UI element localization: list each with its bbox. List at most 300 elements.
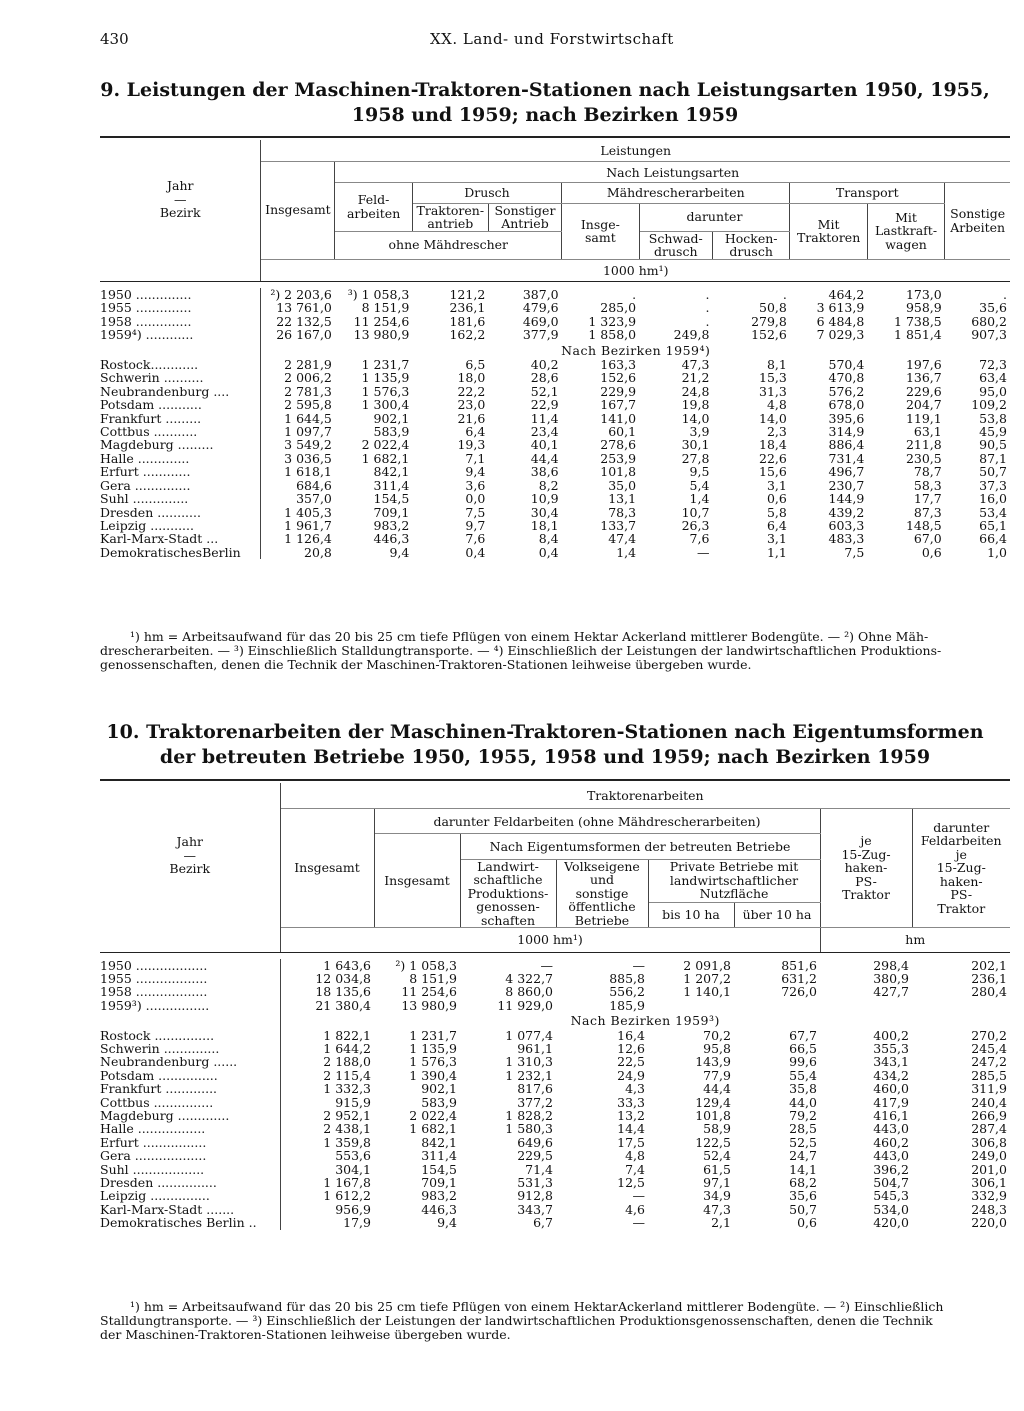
cell-value: 143,9 xyxy=(695,1054,731,1070)
cell-value: 380,9 xyxy=(873,970,909,986)
cell-value: 121,2 xyxy=(449,287,486,302)
table10-head-insgesamt: Insgesamt xyxy=(280,808,374,928)
table10-head-je-traktor: je 15-Zug- haken- PS- Traktor xyxy=(820,808,912,928)
cell-value: 1 961,7 xyxy=(284,517,332,533)
cell-value: 52,1 xyxy=(530,383,559,399)
table9-title-line1: 9. Leistungen der Maschinen-Traktoren-Stationen nach Leistungsarten 1950, 1955, xyxy=(100,79,990,101)
cell-value: 52,4 xyxy=(703,1148,731,1164)
cell-value: 958,9 xyxy=(905,300,942,316)
cell-value: 912,8 xyxy=(517,1188,553,1204)
cell-value: 1 643,6 xyxy=(323,957,371,973)
page-number: 430 xyxy=(100,30,129,48)
cell-value: 915,9 xyxy=(335,1094,371,1110)
table9-head-schwaddrusch: Schwad- drusch xyxy=(639,231,712,259)
cell-value: 469,0 xyxy=(522,313,559,329)
cell-value: 27,8 xyxy=(681,450,710,466)
cell-value: 236,1 xyxy=(449,300,486,316)
table9-head-sonstiger-antrieb: Sonstiger Antrieb xyxy=(488,203,561,231)
cell-value: 1 140,1 xyxy=(683,984,731,1000)
table10 xyxy=(100,783,1010,1230)
cell-value: 7,4 xyxy=(625,1161,645,1177)
cell-value: 387,0 xyxy=(522,287,559,302)
cell-value: 6,4 xyxy=(766,517,787,533)
table10-row xyxy=(100,1189,1010,1202)
table10-row xyxy=(100,1149,1010,1162)
cell-value: 19,8 xyxy=(681,397,710,413)
table9-row xyxy=(100,492,1010,505)
cell-value: 72,3 xyxy=(979,357,1007,373)
cell-value: 631,2 xyxy=(781,970,817,986)
table9-head-mit-lastkraftwagen: Mit Lastkraft- wagen xyxy=(867,203,944,259)
cell-value: 280,4 xyxy=(971,984,1007,1000)
cell-value: 37,3 xyxy=(979,477,1007,493)
table9-stub-header: Jahr — Bezirk xyxy=(100,140,261,259)
cell-value: 148,5 xyxy=(905,517,942,533)
cell-value: 10,7 xyxy=(681,504,710,520)
cell-value: 185,9 xyxy=(609,997,645,1013)
table9-head-drusch: Drusch xyxy=(412,183,561,204)
table10-row xyxy=(100,959,1010,972)
cell-value: 220,0 xyxy=(971,1215,1007,1231)
cell-value: 12,5 xyxy=(617,1175,645,1190)
row-label: Gera .............. xyxy=(100,479,261,492)
cell-value: 479,6 xyxy=(522,300,559,316)
table9-head-sonstige-arbeiten: Sonstige Arbeiten xyxy=(945,183,1010,260)
table9-head-mit-traktoren: Mit Traktoren xyxy=(790,203,867,259)
cell-value: 79,2 xyxy=(789,1107,817,1123)
row-label: DemokratischesBerlin xyxy=(100,546,261,559)
cell-value: 18 135,6 xyxy=(315,984,371,1000)
table9 xyxy=(100,140,1010,559)
cell-value: 249,8 xyxy=(673,327,710,343)
cell-value: 279,8 xyxy=(751,313,787,329)
table10-row xyxy=(100,1163,1010,1176)
cell-value: 229,6 xyxy=(905,383,942,399)
cell-value: 101,8 xyxy=(600,464,637,480)
cell-value: 0,4 xyxy=(538,544,559,560)
cell-value: . xyxy=(705,300,710,316)
cell-value: 817,6 xyxy=(517,1081,553,1097)
cell-value: 603,3 xyxy=(828,517,865,533)
cell-value: 136,7 xyxy=(905,370,942,386)
cell-value: 18,1 xyxy=(530,517,559,533)
row-label: Suhl .............. xyxy=(100,492,261,505)
table9-head-insgesamt: Insgesamt xyxy=(261,161,335,259)
cell-value: 152,6 xyxy=(600,370,637,386)
table9-bezirke-heading: Nach Bezirken 1959⁴) xyxy=(561,342,711,358)
cell-value: 1 332,3 xyxy=(323,1081,371,1097)
table9-row xyxy=(100,519,1010,532)
table9-head-traktorenantrieb: Traktoren- antrieb xyxy=(412,203,488,231)
cell-value: 2 595,8 xyxy=(284,397,332,413)
cell-value: 30,4 xyxy=(530,504,559,520)
cell-value: 470,8 xyxy=(828,370,865,386)
table10-row xyxy=(100,1203,1010,1216)
cell-value: 1 232,1 xyxy=(505,1067,553,1083)
cell-value: 65,1 xyxy=(979,517,1007,533)
cell-value: 443,0 xyxy=(873,1148,909,1164)
cell-value: 95,8 xyxy=(703,1040,731,1056)
cell-value xyxy=(734,999,820,1012)
table10-row xyxy=(100,1136,1010,1149)
cell-value: 20,8 xyxy=(304,544,332,560)
cell-value: 1 851,4 xyxy=(894,327,942,343)
cell-value: 13 980,9 xyxy=(353,327,410,343)
row-label: 1958 .................. xyxy=(100,985,280,998)
cell-value: 684,6 xyxy=(296,477,332,493)
cell-value: 4,6 xyxy=(625,1201,645,1217)
cell-value: 314,9 xyxy=(828,424,865,440)
row-label: Neubrandenburg .... xyxy=(100,385,261,398)
cell-value: 253,9 xyxy=(600,450,637,466)
cell-value: 2,1 xyxy=(711,1215,731,1231)
cell-value: 97,1 xyxy=(703,1175,731,1190)
cell-value: 4,8 xyxy=(766,397,787,413)
table10-row xyxy=(100,999,1010,1012)
row-label: Demokratisches Berlin .. xyxy=(100,1216,280,1229)
cell-value: 87,1 xyxy=(979,450,1007,466)
cell-value: . xyxy=(705,287,710,302)
cell-value: 23,4 xyxy=(530,424,559,440)
cell-value: 7,6 xyxy=(689,531,710,547)
row-label: 1959³) ................ xyxy=(100,999,280,1012)
cell-value: 483,3 xyxy=(828,531,865,547)
cell-value: 583,9 xyxy=(373,424,410,440)
cell-value: 1 858,0 xyxy=(588,327,637,343)
cell-value: 851,6 xyxy=(781,957,817,973)
cell-value: ³) 1 058,3 xyxy=(347,287,410,302)
cell-value: 285,0 xyxy=(600,300,637,316)
cell-value: 298,4 xyxy=(873,957,909,973)
cell-value: 2 952,1 xyxy=(323,1107,371,1123)
cell-value: 71,4 xyxy=(525,1161,553,1177)
cell-value: 1 576,3 xyxy=(361,383,410,399)
cell-value: 5,4 xyxy=(689,477,710,493)
table9-head-nach-leistungsarten: Nach Leistungsarten xyxy=(335,161,1010,183)
cell-value: 7,1 xyxy=(465,450,486,466)
cell-value: 10,9 xyxy=(530,491,559,507)
cell-value: 1,4 xyxy=(616,544,637,560)
cell-value: 377,9 xyxy=(522,327,559,343)
cell-value: 63,4 xyxy=(979,370,1007,386)
cell-value: 417,9 xyxy=(873,1094,909,1110)
cell-value: 9,5 xyxy=(689,464,710,480)
cell-value: 1,4 xyxy=(689,491,710,507)
cell-value: 1 644,2 xyxy=(323,1040,371,1056)
cell-value: 12,6 xyxy=(617,1040,645,1056)
cell-value: 649,6 xyxy=(517,1134,553,1150)
cell-value: 0,6 xyxy=(766,491,787,507)
cell-value: 28,5 xyxy=(789,1121,817,1137)
cell-value: 902,1 xyxy=(373,410,410,426)
table10-row xyxy=(100,1082,1010,1095)
cell-value: 961,1 xyxy=(517,1040,553,1056)
table9-footnote-line1: ¹) hm = Arbeitsaufwand für das 20 bis 25 cm tiefe Pflügen von einem Hektar Ackerland mittlerer Bodengüte. — ²) Ohne Mäh- xyxy=(130,629,929,644)
cell-value: 229,9 xyxy=(600,383,637,399)
cell-value: 13 761,0 xyxy=(276,300,332,316)
cell-value: 434,2 xyxy=(873,1067,909,1083)
cell-value: 77,9 xyxy=(703,1067,731,1083)
table9-row xyxy=(100,385,1010,398)
cell-value: 230,7 xyxy=(828,477,865,493)
cell-value: 47,4 xyxy=(608,531,637,547)
cell-value: 9,4 xyxy=(437,1215,457,1231)
cell-value: — xyxy=(540,957,553,973)
cell-value: 2 022,4 xyxy=(409,1107,457,1123)
table9-row xyxy=(100,532,1010,545)
cell-value: 902,1 xyxy=(421,1081,457,1097)
cell-value: 6,4 xyxy=(465,424,486,440)
cell-value: 304,1 xyxy=(335,1161,371,1177)
cell-value: 70,2 xyxy=(703,1027,731,1043)
cell-value: 24,9 xyxy=(617,1067,645,1083)
table10-head-bis10ha: bis 10 ha xyxy=(648,902,734,927)
cell-value: 343,7 xyxy=(517,1201,553,1217)
cell-value: 99,6 xyxy=(789,1054,817,1070)
table10-title-line2: der betreuten Betriebe 1950, 1955, 1958 und 1959; nach Bezirken 1959 xyxy=(159,746,931,768)
cell-value: 531,3 xyxy=(517,1175,553,1190)
cell-value: 2 188,0 xyxy=(323,1054,371,1070)
cell-value: 0,6 xyxy=(797,1215,817,1231)
cell-value: 1 682,1 xyxy=(409,1121,457,1137)
table9-row xyxy=(100,479,1010,492)
table9-row xyxy=(100,546,1010,559)
cell-value: 443,0 xyxy=(873,1121,909,1137)
cell-value: 247,2 xyxy=(971,1054,1007,1070)
cell-value: 678,0 xyxy=(828,397,865,413)
cell-value: 14,0 xyxy=(759,410,787,426)
cell-value: 6,7 xyxy=(533,1215,553,1231)
cell-value: 15,3 xyxy=(759,370,787,386)
table9-head-hockendrusch: Hocken- drusch xyxy=(712,231,789,259)
cell-value: 52,5 xyxy=(789,1134,817,1150)
row-label: Dresden ............... xyxy=(100,1176,280,1189)
cell-value: 50,8 xyxy=(759,300,787,316)
cell-value: 1 097,7 xyxy=(284,424,332,440)
cell-value: 47,3 xyxy=(681,357,710,373)
table10-stub-header: Jahr — Bezirk xyxy=(100,783,280,928)
cell-value: 154,5 xyxy=(373,491,410,507)
cell-value: 3 036,5 xyxy=(284,450,332,466)
cell-value: 47,3 xyxy=(703,1201,731,1217)
cell-value: 53,4 xyxy=(979,504,1007,520)
cell-value: 396,2 xyxy=(873,1161,909,1177)
cell-value: 13 980,9 xyxy=(401,997,457,1013)
cell-value: 167,7 xyxy=(600,397,637,413)
table9-row xyxy=(100,301,1010,314)
cell-value: 377,2 xyxy=(517,1094,553,1110)
row-label: Suhl .................. xyxy=(100,1163,280,1176)
cell-value: 33,3 xyxy=(617,1094,645,1110)
cell-value: 731,4 xyxy=(828,450,865,466)
cell-value: 19,3 xyxy=(457,437,486,453)
cell-value: 16,0 xyxy=(979,491,1007,507)
cell-value: 9,4 xyxy=(465,464,486,480)
cell-value: 3,6 xyxy=(465,477,486,493)
cell-value: 22,5 xyxy=(617,1054,645,1070)
cell-value: 15,6 xyxy=(759,464,787,480)
cell-value: 4 322,7 xyxy=(505,970,553,986)
cell-value: 53,8 xyxy=(979,410,1007,426)
cell-value: 78,7 xyxy=(913,464,942,480)
page-header xyxy=(100,30,980,54)
cell-value: 842,1 xyxy=(421,1134,457,1150)
cell-value: — xyxy=(632,957,645,973)
cell-value: 285,5 xyxy=(971,1067,1007,1083)
table9-footnote-line3: genossenschaften, denen die Technik der Maschinen-Traktoren-Stationen leihweise übergeben wurde. xyxy=(100,657,752,672)
table9-head-maeh-insgesamt: Insge- samt xyxy=(562,203,639,259)
table9-title-line2: 1958 und 1959; nach Bezirken 1959 xyxy=(351,104,739,126)
table9-row xyxy=(100,438,1010,451)
cell-value: 504,7 xyxy=(873,1175,909,1190)
cell-value: 173,0 xyxy=(905,287,942,302)
cell-value: 63,1 xyxy=(913,424,942,440)
table10-bezirke-heading: Nach Bezirken 1959³) xyxy=(570,1013,720,1029)
cell-value: 50,7 xyxy=(979,464,1007,480)
table10-row xyxy=(100,1069,1010,1082)
cell-value: 395,6 xyxy=(828,410,865,426)
cell-value: 44,4 xyxy=(703,1081,731,1097)
cell-value: 0,0 xyxy=(465,491,486,507)
cell-value: 956,9 xyxy=(335,1201,371,1217)
cell-value: 8,4 xyxy=(538,531,559,547)
row-label: Leipzig ........... xyxy=(100,519,261,532)
cell-value: 211,8 xyxy=(905,437,942,453)
table10-head-lpg: Landwirt- schaftliche Produktions- genossen- schaften xyxy=(460,859,556,928)
cell-value: 885,8 xyxy=(609,970,645,986)
table10-head-traktorenarbeiten: Traktorenarbeiten xyxy=(280,783,1010,808)
cell-value: 842,1 xyxy=(373,464,410,480)
cell-value: 1 231,7 xyxy=(409,1027,457,1043)
cell-value: 311,4 xyxy=(373,477,410,493)
cell-value: ²) 2 203,6 xyxy=(270,287,332,302)
cell-value: 17,9 xyxy=(343,1215,371,1231)
row-label: Magdeburg ............. xyxy=(100,1109,280,1122)
cell-value: 3,1 xyxy=(766,531,787,547)
cell-value: 122,5 xyxy=(695,1134,731,1150)
cell-value: 248,3 xyxy=(971,1201,1007,1217)
cell-value: 416,1 xyxy=(873,1107,909,1123)
cell-value: 1 644,5 xyxy=(284,410,332,426)
cell-value: 154,5 xyxy=(421,1161,457,1177)
cell-value: 90,5 xyxy=(979,437,1007,453)
table9-row xyxy=(100,412,1010,425)
cell-value: 30,1 xyxy=(681,437,710,453)
cell-value: 44,0 xyxy=(789,1094,817,1110)
cell-value: 240,4 xyxy=(971,1094,1007,1110)
table10-footnote-line1: ¹) hm = Arbeitsaufwand für das 20 bis 25 cm tiefe Pflügen von einem HektarAckerland mittlerer Bodengüte. — ²) Einschließlich xyxy=(130,1299,944,1314)
cell-value: 1 135,9 xyxy=(409,1040,457,1056)
cell-value: 13,2 xyxy=(617,1107,645,1123)
cell-value: 22,9 xyxy=(530,397,559,413)
cell-value: 1 231,7 xyxy=(361,357,410,373)
cell-value: 1 612,2 xyxy=(323,1188,371,1204)
table10-row xyxy=(100,1055,1010,1068)
table9-head-unit: 1000 hm¹) xyxy=(261,259,1010,282)
cell-value: 68,2 xyxy=(789,1175,817,1190)
cell-value: 726,0 xyxy=(781,984,817,1000)
row-label: Frankfurt ............. xyxy=(100,1082,280,1095)
cell-value: 2 281,9 xyxy=(284,357,332,373)
cell-value: 202,1 xyxy=(971,957,1007,973)
cell-value: 907,3 xyxy=(971,327,1007,343)
table10-body xyxy=(100,952,1010,1230)
cell-value: 8 151,9 xyxy=(361,300,410,316)
cell-value: 40,2 xyxy=(530,357,559,373)
cell-value: 66,5 xyxy=(789,1040,817,1056)
cell-value: 229,5 xyxy=(517,1148,553,1164)
cell-value: 50,7 xyxy=(789,1201,817,1217)
cell-value: 709,1 xyxy=(421,1175,457,1190)
cell-value xyxy=(820,999,912,1012)
cell-value: 45,9 xyxy=(979,424,1007,440)
cell-value: 2 006,2 xyxy=(284,370,332,386)
cell-value: 1 359,8 xyxy=(323,1134,371,1150)
table10-row xyxy=(100,1109,1010,1122)
cell-value: 9,4 xyxy=(389,544,410,560)
cell-value: 11 929,0 xyxy=(497,997,553,1013)
cell-value: 14,1 xyxy=(789,1161,817,1177)
cell-value: 266,9 xyxy=(971,1107,1007,1123)
cell-value: 556,2 xyxy=(609,984,645,1000)
cell-value: 7,5 xyxy=(844,544,865,560)
cell-value: 34,9 xyxy=(703,1188,731,1204)
cell-value: 61,5 xyxy=(703,1161,731,1177)
cell-value: 1 077,4 xyxy=(505,1027,553,1043)
cell-value: 38,6 xyxy=(530,464,559,480)
cell-value: 1 405,3 xyxy=(284,504,332,520)
table10-title-line1: 10. Traktorenarbeiten der Maschinen-Traktoren-Stationen nach Eigentumsformen xyxy=(106,721,984,743)
cell-value: 2 022,4 xyxy=(361,437,410,453)
cell-value: 3,1 xyxy=(766,477,787,493)
row-label: 1950 .................. xyxy=(100,959,280,972)
cell-value: 311,4 xyxy=(421,1148,457,1164)
table9-head-ohne-maehdrescher: ohne Mähdrescher xyxy=(335,231,562,259)
cell-value: 446,3 xyxy=(421,1201,457,1217)
cell-value xyxy=(912,999,1010,1012)
row-label: Magdeburg ......... xyxy=(100,438,261,451)
cell-value: — xyxy=(696,544,710,560)
cell-value: 6,5 xyxy=(465,357,486,373)
cell-value: 2 438,1 xyxy=(323,1121,371,1137)
cell-value: 3 549,2 xyxy=(284,437,332,453)
cell-value: 163,3 xyxy=(600,357,637,373)
cell-value: 4,8 xyxy=(625,1148,645,1164)
cell-value: 6 484,8 xyxy=(816,313,865,329)
table10-head-unit-hm: hm xyxy=(820,928,1010,953)
cell-value: 3 613,9 xyxy=(816,300,865,316)
table10-head-darunter-feld-je-traktor: darunter Feldarbeiten je 15-Zug- haken- PS- Traktor xyxy=(912,808,1010,928)
cell-value: 35,6 xyxy=(789,1188,817,1204)
table9-head-feldarbeiten: Feld- arbeiten xyxy=(335,183,412,232)
table10-head-private: Private Betriebe mit landwirtschaftlicher Nutzfläche xyxy=(648,859,820,902)
cell-value: 204,7 xyxy=(905,397,942,413)
cell-value: 181,6 xyxy=(449,313,486,329)
table9-head-maehdrescherarbeiten: Mähdrescherarbeiten xyxy=(562,183,790,204)
cell-value: 40,1 xyxy=(530,437,559,453)
cell-value: 236,1 xyxy=(971,970,1007,986)
row-label: Potsdam ........... xyxy=(100,398,261,411)
row-label: Cottbus ............... xyxy=(100,1096,280,1109)
table10-row xyxy=(100,1216,1010,1229)
row-label: Frankfurt ......... xyxy=(100,412,261,425)
cell-value: 1 682,1 xyxy=(361,450,410,466)
table9-row xyxy=(100,465,1010,478)
cell-value: 22,2 xyxy=(457,383,486,399)
row-label: Erfurt ............ xyxy=(100,465,261,478)
cell-value: . xyxy=(705,313,710,329)
cell-value: 67,0 xyxy=(913,531,942,547)
